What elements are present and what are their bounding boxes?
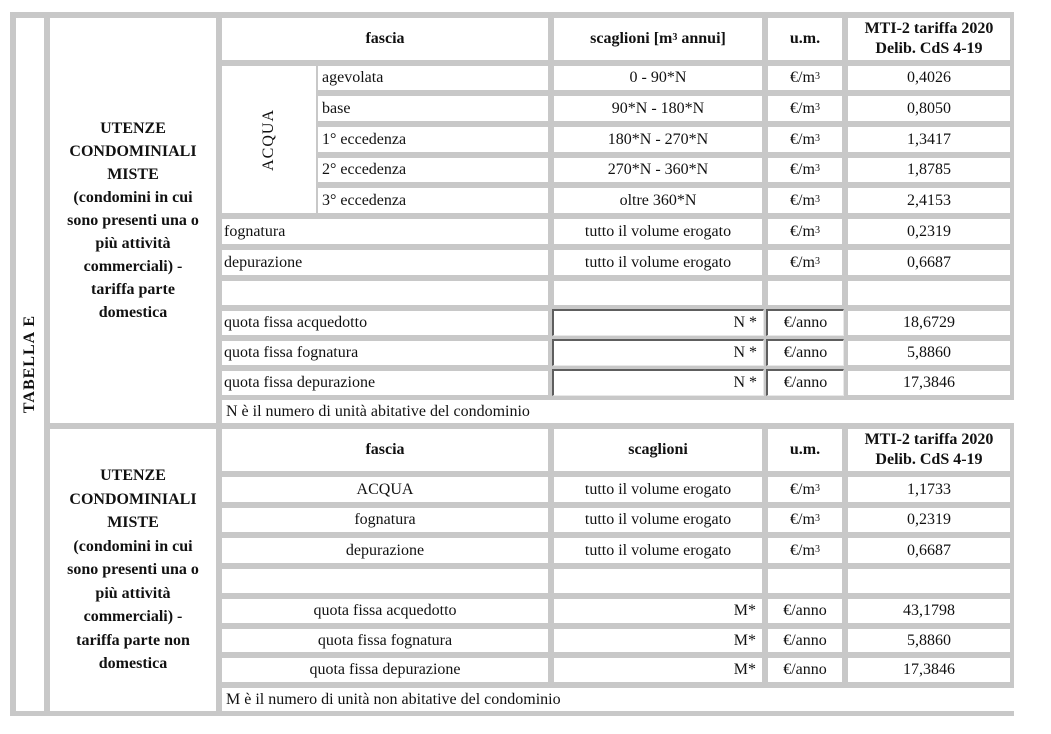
domestic-title-line: commerciali) - — [83, 258, 183, 275]
header-scaglioni-text: scaglioni [m — [590, 30, 673, 47]
empty-cell — [222, 569, 548, 593]
um-cell: €/m $^3$ — [768, 477, 842, 502]
um-text: €/m — [790, 541, 815, 559]
um-text: €/m — [790, 69, 815, 86]
header-scaglioni: scaglioni — [554, 429, 762, 471]
um-text: €/m — [790, 511, 815, 528]
scaglione-cell: N * — [552, 339, 764, 366]
fascia-cell: 3° eccedenza — [318, 188, 548, 213]
fascia-cell: quota fissa fognatura — [222, 629, 548, 652]
um-text: €/m — [790, 130, 815, 148]
fascia-cell: agevolata — [318, 66, 548, 90]
tariff-cell: 0,8050 — [848, 96, 1010, 121]
non-domestic-title-line: tariffa parte non — [76, 631, 190, 649]
scaglione-cell: M* — [554, 658, 762, 682]
scaglione-cell: tutto il volume erogato — [554, 219, 762, 244]
scaglione-cell: M* — [554, 629, 762, 652]
um-cell: €/m $^3$ — [768, 188, 842, 213]
domestic-title-line: (condomini in cui — [73, 189, 193, 206]
fascia-cell: 1° eccedenza — [318, 127, 548, 152]
tariff-cell: 0,6687 — [848, 538, 1010, 563]
header-tariff-line: Delib. CdS 4-19 — [875, 451, 983, 468]
domestic-title-line: più attività — [95, 235, 171, 252]
um-cell: €/m $^3$ — [768, 158, 842, 182]
scaglione-cell: oltre 360*N — [554, 188, 762, 213]
tariff-cell: 17,3846 — [848, 658, 1010, 682]
fascia-cell: fognatura — [222, 508, 548, 532]
um-cell: €/anno — [766, 369, 844, 396]
header-tariff — [848, 429, 1010, 471]
fascia-cell: fognatura — [222, 219, 548, 244]
scaglione-cell: tutto il volume erogato — [554, 538, 762, 563]
tariff-cell: 1,3417 — [848, 127, 1010, 152]
header-fascia: fascia — [222, 429, 548, 471]
non-domestic-title-line: CONDOMINIALI — [69, 490, 197, 508]
empty-cell — [554, 281, 762, 305]
domestic-title-line: domestica — [98, 304, 168, 321]
um-cell: €/anno — [768, 629, 842, 652]
scaglione-cell: 270*N - 360*N — [554, 158, 762, 182]
non-domestic-title-line: sono presenti una o — [67, 561, 199, 579]
tariff-cell: 0,2319 — [848, 508, 1010, 532]
tariff-cell: 43,1798 — [848, 599, 1010, 623]
scaglione-cell: tutto il volume erogato — [554, 477, 762, 502]
non-domestic-title-line: (condomini in cui — [73, 537, 193, 555]
header-um: u.m. — [768, 18, 842, 60]
domestic-title-line: CONDOMINIALI — [69, 143, 197, 160]
footnote: N è il numero di unità abitative del condominio — [222, 400, 1014, 423]
um-cell: €/m $^3$ — [768, 219, 842, 244]
empty-cell — [768, 281, 842, 305]
acqua-group-cell — [222, 66, 316, 213]
empty-cell — [848, 569, 1010, 593]
header-tariff-line: Delib. CdS 4-19 — [875, 40, 983, 57]
domestic-title-line: sono presenti una o — [67, 212, 199, 229]
header-fascia: fascia — [222, 18, 548, 60]
non-domestic-title-line: domestica — [98, 655, 168, 673]
um-cell: €/m $^3$ — [768, 96, 842, 121]
domestic-title-line: tariffa parte — [91, 281, 175, 298]
um-text: €/m — [790, 253, 815, 271]
um-cell: €/anno — [768, 599, 842, 623]
empty-cell — [848, 281, 1010, 305]
fascia-cell: quota fissa acquedotto — [222, 311, 548, 335]
um-cell: €/m $^3$ — [768, 508, 842, 532]
um-cell: €/anno — [768, 658, 842, 682]
tariff-cell: 5,8860 — [848, 629, 1010, 652]
side-label: TABELLA E — [21, 315, 38, 414]
non-domestic-title-line: commerciali) - — [83, 608, 183, 626]
um-cell: €/m $^3$ — [768, 127, 842, 152]
header-tariff-line: MTI-2 tariffa 2020 — [864, 20, 994, 37]
scaglione-cell: N * — [552, 309, 764, 336]
um-cell: €/anno — [766, 339, 844, 366]
empty-cell — [222, 281, 548, 305]
domestic-title-line: UTENZE — [100, 120, 166, 137]
tariff-cell: 5,8860 — [848, 341, 1010, 365]
fascia-cell: quota fissa fognatura — [222, 341, 548, 365]
um-text: €/m — [790, 99, 815, 117]
fascia-cell: quota fissa depurazione — [222, 371, 548, 395]
fascia-cell: 2° eccedenza — [318, 158, 548, 182]
acqua-label: ACQUA — [260, 108, 277, 171]
domestic-title — [50, 18, 216, 423]
header-scaglioni-tail: annui] — [677, 30, 726, 47]
tariff-cell: 17,3846 — [848, 371, 1010, 395]
non-domestic-title — [50, 429, 216, 711]
um-cell: €/anno — [766, 309, 844, 336]
um-text: €/m — [790, 191, 815, 209]
header-um: u.m. — [768, 429, 842, 471]
tariff-cell: 1,1733 — [848, 477, 1010, 502]
non-domestic-title-line: più attività — [95, 584, 171, 602]
tariff-cell: 0,6687 — [848, 250, 1010, 275]
fascia-cell: base — [318, 96, 548, 121]
scaglione-cell: M* — [554, 599, 762, 623]
tariff-cell: 1,8785 — [848, 158, 1010, 182]
tariff-cell: 0,2319 — [848, 219, 1010, 244]
scaglione-cell: tutto il volume erogato — [554, 508, 762, 532]
tariff-cell: 18,6729 — [848, 311, 1010, 335]
fascia-cell: ACQUA — [222, 477, 548, 502]
fascia-cell: depurazione — [222, 250, 548, 275]
fascia-cell: depurazione — [222, 538, 548, 563]
scaglione-cell: 0 - 90*N — [554, 66, 762, 90]
um-text: €/m — [790, 161, 815, 178]
non-domestic-title-line: MISTE — [107, 514, 159, 532]
um-cell: €/m $^3$ — [768, 66, 842, 90]
um-cell: €/m $^3$ — [768, 538, 842, 563]
scaglione-cell: tutto il volume erogato — [554, 250, 762, 275]
fascia-cell: quota fissa acquedotto — [222, 599, 548, 623]
header-tariff — [848, 18, 1010, 60]
um-text: €/m — [790, 222, 815, 240]
scaglione-cell: 180*N - 270*N — [554, 127, 762, 152]
header-tariff-line: MTI-2 tariffa 2020 — [864, 431, 994, 448]
scaglione-cell: 90*N - 180*N — [554, 96, 762, 121]
non-domestic-title-line: UTENZE — [100, 467, 166, 485]
footnote: M è il numero di unità non abitative del condominio — [222, 688, 1014, 711]
tariff-cell: 0,4026 — [848, 66, 1010, 90]
scaglione-cell: N * — [552, 369, 764, 396]
um-cell: €/m $^3$ — [768, 250, 842, 275]
empty-cell — [768, 569, 842, 593]
empty-cell — [554, 569, 762, 593]
header-scaglioni: scaglioni [m $^3$ annui] — [554, 18, 762, 60]
tariff-cell: 2,4153 — [848, 188, 1010, 213]
domestic-title-line: MISTE — [107, 166, 159, 183]
side-label-cell — [16, 18, 44, 711]
um-text: €/m — [790, 480, 815, 498]
fascia-cell: quota fissa depurazione — [222, 658, 548, 682]
